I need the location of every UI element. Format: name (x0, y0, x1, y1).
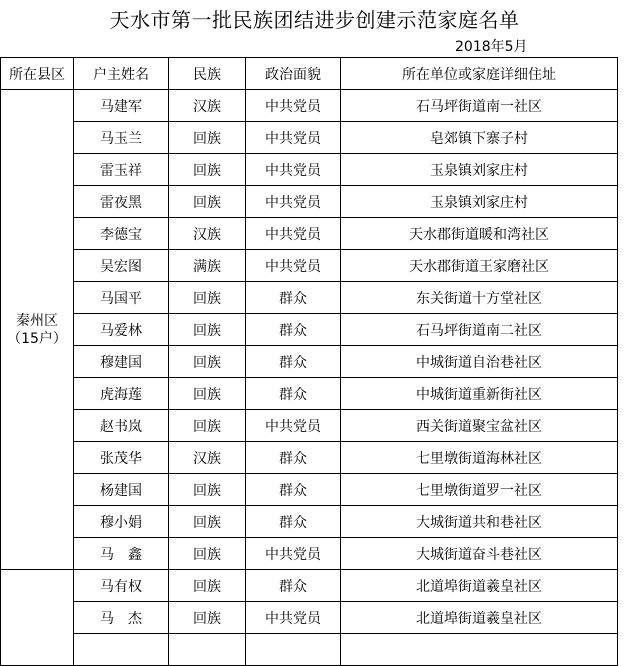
table-row (1, 506, 618, 538)
cell-name: 李德宝 (74, 218, 169, 250)
cell-address: 石马坪街道南一社区 (341, 90, 618, 122)
cell-political: 中共党员 (246, 410, 341, 442)
cell-political: 群众 (246, 474, 341, 506)
cell-political: 中共党员 (246, 218, 341, 250)
cell-address: 西关街道聚宝盆社区 (341, 410, 618, 442)
cell-name: 杨建国 (74, 474, 169, 506)
cell-address: 大城街道奋斗巷社区 (341, 538, 618, 570)
cell-address: 石马坪街道南二社区 (341, 314, 618, 346)
table-row (1, 442, 618, 474)
header-political: 政治面貌 (246, 58, 341, 90)
cell-ethnicity: 满族 (169, 250, 246, 282)
table-header-row (1, 58, 618, 90)
cell-address: 皂郊镇下寨子村 (341, 122, 618, 154)
cell-political: 中共党员 (246, 186, 341, 218)
cell-political: 群众 (246, 506, 341, 538)
table-row (1, 250, 618, 282)
cell-ethnicity: 回族 (169, 474, 246, 506)
cell-name: 马有权 (74, 570, 169, 602)
cell-county (1, 90, 74, 570)
cell-ethnicity: 回族 (169, 282, 246, 314)
cell-address: 大城街道共和巷社区 (341, 506, 618, 538)
table-row (1, 154, 618, 186)
cell-ethnicity: 汉族 (169, 218, 246, 250)
header-ethnicity: 民族 (169, 58, 246, 90)
document-title: 天水市第一批民族团结进步创建示范家庭名单 (109, 8, 520, 32)
cell-ethnicity: 汉族 (169, 90, 246, 122)
cell-address: 七里墩街道罗一社区 (341, 474, 618, 506)
cell-ethnicity: 回族 (169, 378, 246, 410)
cell-ethnicity: 回族 (169, 602, 246, 634)
cell-address (341, 634, 618, 666)
cell-political: 群众 (246, 442, 341, 474)
table-row (1, 282, 618, 314)
cell-ethnicity: 汉族 (169, 442, 246, 474)
cell-ethnicity: 回族 (169, 506, 246, 538)
cell-political: 群众 (246, 282, 341, 314)
cell-name: 吴宏图 (74, 250, 169, 282)
cell-ethnicity: 回族 (169, 346, 246, 378)
cell-name: 马 杰 (74, 602, 169, 634)
header-name: 户主姓名 (74, 58, 169, 90)
table-row (1, 474, 618, 506)
cell-name: 虎海莲 (74, 378, 169, 410)
table-row (1, 346, 618, 378)
county-count: （15户） (7, 330, 67, 347)
table-row (1, 570, 618, 602)
cell-ethnicity: 回族 (169, 314, 246, 346)
cell-address: 中城街道重新街社区 (341, 378, 618, 410)
table-row (1, 410, 618, 442)
cell-political: 群众 (246, 314, 341, 346)
cell-name: 马 鑫 (74, 538, 169, 570)
cell-address: 七里墩街道海林社区 (341, 442, 618, 474)
county-label (7, 312, 67, 348)
header-county: 所在县区 (1, 58, 74, 90)
cell-political: 中共党员 (246, 250, 341, 282)
cell-name: 雷夜黑 (74, 186, 169, 218)
cell-political: 中共党员 (246, 154, 341, 186)
table-row (1, 90, 618, 122)
cell-political: 中共党员 (246, 602, 341, 634)
table-row (1, 634, 618, 666)
table-row (1, 314, 618, 346)
table-row (1, 378, 618, 410)
cell-name: 马国平 (74, 282, 169, 314)
cell-ethnicity (169, 634, 246, 666)
table-row (1, 538, 618, 570)
header-address: 所在单位或家庭详细住址 (341, 58, 618, 90)
cell-ethnicity: 回族 (169, 186, 246, 218)
cell-address: 北道埠街道羲皇社区 (341, 602, 618, 634)
document-date: 2018年5月 (455, 39, 528, 55)
cell-ethnicity: 回族 (169, 122, 246, 154)
cell-address: 玉泉镇刘家庄村 (341, 154, 618, 186)
cell-political: 群众 (246, 378, 341, 410)
cell-political: 中共党员 (246, 538, 341, 570)
cell-address: 中城街道自治巷社区 (341, 346, 618, 378)
cell-address: 天水郡街道王家磨社区 (341, 250, 618, 282)
cell-political: 中共党员 (246, 90, 341, 122)
cell-name: 雷玉祥 (74, 154, 169, 186)
cell-political: 群众 (246, 570, 341, 602)
cell-name: 赵书岚 (74, 410, 169, 442)
cell-name (74, 634, 169, 666)
table-row (1, 602, 618, 634)
cell-ethnicity: 回族 (169, 538, 246, 570)
table-row (1, 122, 618, 154)
cell-name: 穆小娟 (74, 506, 169, 538)
cell-political (246, 634, 341, 666)
cell-address: 天水郡街道暖和湾社区 (341, 218, 618, 250)
cell-ethnicity: 回族 (169, 154, 246, 186)
county-name: 秦州区 (15, 312, 58, 329)
table-row (1, 218, 618, 250)
cell-address: 玉泉镇刘家庄村 (341, 186, 618, 218)
cell-ethnicity: 回族 (169, 570, 246, 602)
cell-county (1, 570, 74, 666)
cell-name: 马爱林 (74, 314, 169, 346)
cell-political: 群众 (246, 346, 341, 378)
cell-name: 穆建国 (74, 346, 169, 378)
cell-name: 张茂华 (74, 442, 169, 474)
cell-political: 中共党员 (246, 122, 341, 154)
cell-ethnicity: 回族 (169, 410, 246, 442)
cell-address: 北道埠街道羲皇社区 (341, 570, 618, 602)
cell-name: 马玉兰 (74, 122, 169, 154)
cell-address: 东关街道十方堂社区 (341, 282, 618, 314)
table-row (1, 186, 618, 218)
cell-name: 马建军 (74, 90, 169, 122)
family-list-table (0, 57, 618, 666)
